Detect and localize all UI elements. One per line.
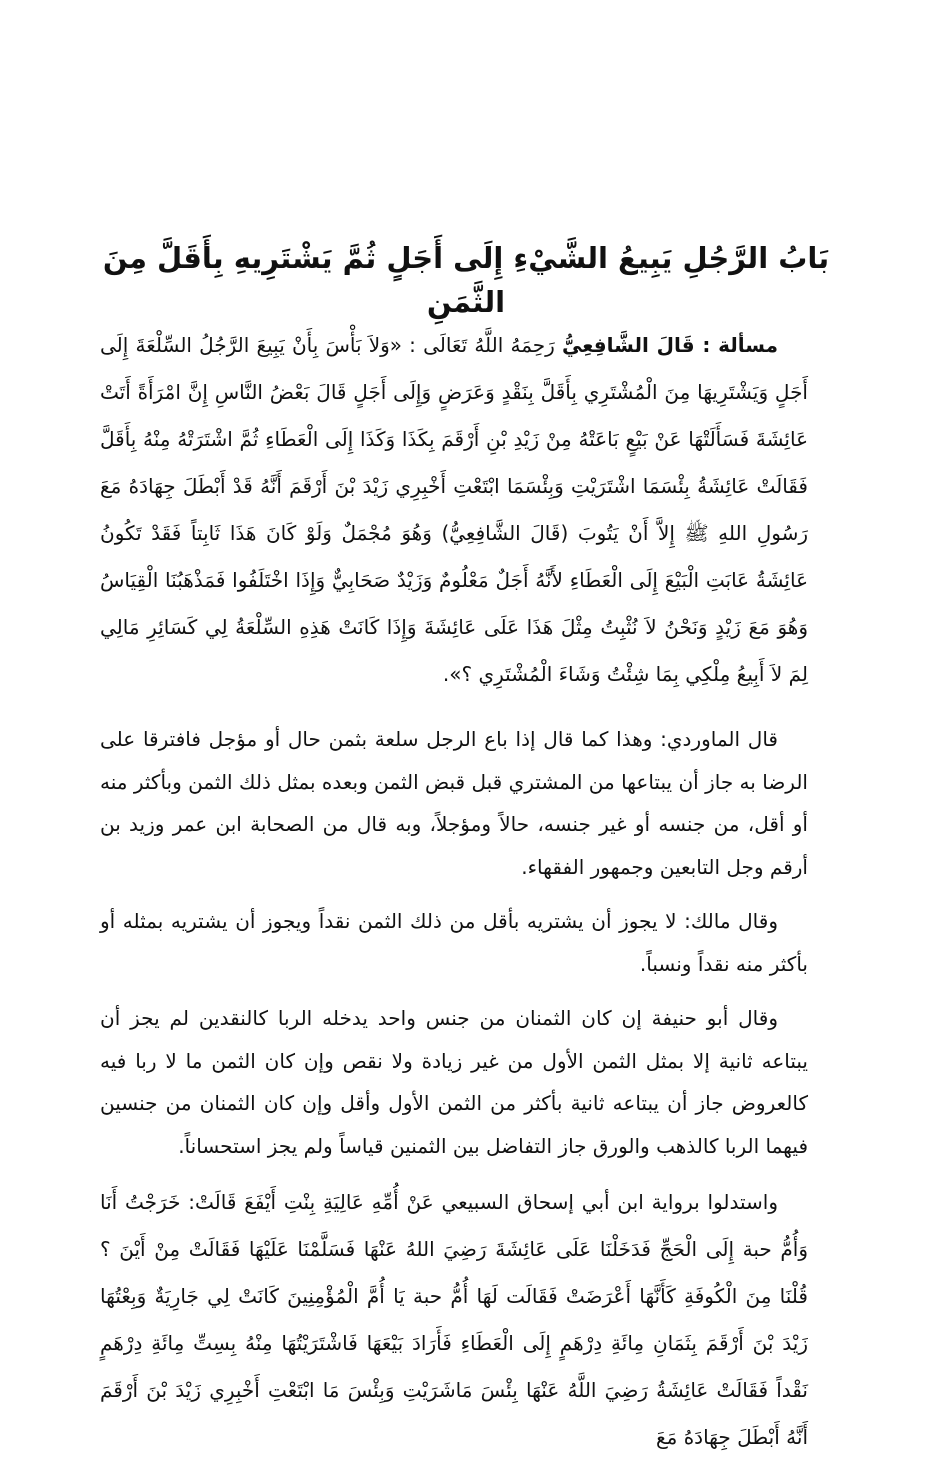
masala-paragraph bbox=[100, 322, 808, 698]
body-text bbox=[100, 322, 808, 1461]
masala-text: رَحِمَهُ اللَّهُ تَعَالَى : «وَلاَ بَأْسَ بِأَنْ يَبِيعَ الرَّجُلُ السِّلْعَةَ إِلَى أَجَلٍ وَيَشْتَرِيهَا مِنَ الْمُشْتَرِي بِأَقَلَّ بِنَقْدٍ وَعَرَضٍ وَإِلَى أَجَلٍ قَالَ بَعْضُ النَّاسِ إِنَّ امْرَأَةً أَتَتْ عَائِشَةَ فَسَأَلَتْهَا عَنْ بَيْعٍ بَاعَتْهُ مِنْ زَيْدِ بْنِ أَرْقَمَ بِكَذَا وَكَذَا إِلَى الْعَطَاءِ ثُمَّ اشْتَرَتْهُ مِنْهُ بِأَقَلَّ فَقَالَتْ عَائِشَةُ بِئْسَمَا اشْتَرَيْتِ وَبِئْسَمَا ابْتَعْتِ أَخْبِرِي زَيْدَ بْنَ أَرْقَمَ أَنَّهُ قَدْ أَبْطَلَ جِهَادَهُ مَعَ رَسُولِ اللهِ ﷺ إِلاَّ أَنْ يَتُوبَ bbox=[100, 333, 808, 545]
masala-attribution: (قَالَ الشَّافِعِيُّ) bbox=[441, 521, 569, 545]
paragraph-malik: وقال مالك: لا يجوز أن يشتريه بأقل من ذلك الثمن نقداً ويجوز أن يشتريه بمثله أو بأكثر منه نقداً ونسباً. bbox=[100, 909, 808, 976]
chapter-title: بَابُ الرَّجُلِ يَبِيعُ الشَّيْءِ إِلَى أَجَلٍ ثُمَّ يَشْتَرِيهِ بِأَقَلَّ مِنَ الثَّمَنِ bbox=[102, 241, 830, 319]
masala-lead: مسألة : قَالَ الشَّافِعِيُّ bbox=[561, 333, 778, 357]
paragraph-evidence: واستدلوا برواية ابن أبي إسحاق السبيعي عَنْ أُمِّهِ عَالِيَةِ بِنْتِ أَيْفَعَ قَالَتْ: خَرَجْتُ أَنَا وَأُمُّ حبة إِلَى الْحَجِّ فَدَخَلْنَا عَلَى عَائِشَةَ رَضِيَ اللهُ عَنْهَا فَسَلَّمْنَا عَلَيْهَا فَقَالَتْ مِنْ أَيْنَ ؟ قُلْنَا مِنَ الْكُوفَةِ كَأَنَّهَا أَعْرَضَتْ فَقَالَت لَهَا أُمُّ حبة يَا أُمَّ الْمُؤْمِنِينَ كَانَتْ لِي جَارِيَةٌ وَبِعْتُهَا زَيْدَ بْنَ أَرْقَمَ بِثَمَانِ مِائَةِ دِرْهَمٍ إِلَى الْعَطَاءِ فَأَرَادَ بَيْعَهَا فَاشْتَرَيْتُهَا مِنْهُ بِسِتِّ مِائَةِ دِرْهَمٍ نَقْداً فَقَالَتْ عَائِشَةُ رَضِيَ اللَّهُ عَنْهَا بِئْسَ مَاشَرَيْتِ وَبِئْسَ مَا ابْتَعْتِ أَخْبِرِي زَيْدَ بْنَ أَرْقَمَ أَنَّهُ أَبْطَلَ جِهَادَهُ مَعَ bbox=[100, 1190, 808, 1449]
paragraph-mawardi: قال الماوردي: وهذا كما قال إذا باع الرجل سلعة بثمن حال أو مؤجل فافترقا على الرضا به جاز أن يبتاعها من المشتري قبل قبض الثمن وبعده بمثل ذلك الثمن وبأكثر منه أو أقل، من جنسه أو غير جنسه، حالاً ومؤجلاً، وبه قال من الصحابة ابن عمر وزيد بن أرقم وجل التابعين وجمهور الفقهاء. bbox=[100, 727, 808, 879]
paragraph-abu-hanifa: وقال أبو حنيفة إن كان الثمنان من جنس واحد يدخله الربا كالنقدين لم يجز أن يبتاعه ثانية إلا بمثل الثمن الأول من غير زيادة ولا نقص وإن كان الثمن ما لا ربا فيه كالعروض جاز أن يبتاعه ثانية بأكثر من الثمن الأول وأقل وإن كان الثمنان من جنسين فيهما الربا كالذهب والورق جاز التفاضل بين الثمنين قياساً ولم يجز استحساناً. bbox=[100, 1006, 808, 1158]
masala-text-continued: وَهُوَ مُجْمَلٌ وَلَوْ كَانَ هَذَا ثَابِتاً فَقَدْ تَكُونُ عَائِشَةُ عَابَتِ الْبَيْعَ إِلَى الْعَطَاءِ لأَنَّهُ أَجَلٌ مَعْلُومٌ وَزَيْدٌ صَحَابِيٌّ وَإِذَا اخْتَلَفُوا فَمَذْهَبُنَا الْقِيَاسُ وَهُوَ مَعَ زَيْدٍ وَنَحْنُ لاَ نُثْبِتُ مِثْلَ هَذَا عَلَى عَائِشَةَ وَإِذَا كَانَتْ هَذِهِ السِّلْعَةُ لِي كَسَائِرِ مَالِي لِمَ لاَ أَبِيعُ مِلْكِي بِمَا شِئْتُ وَشَاءَ الْمُشْتَرِي ؟». bbox=[100, 521, 808, 686]
